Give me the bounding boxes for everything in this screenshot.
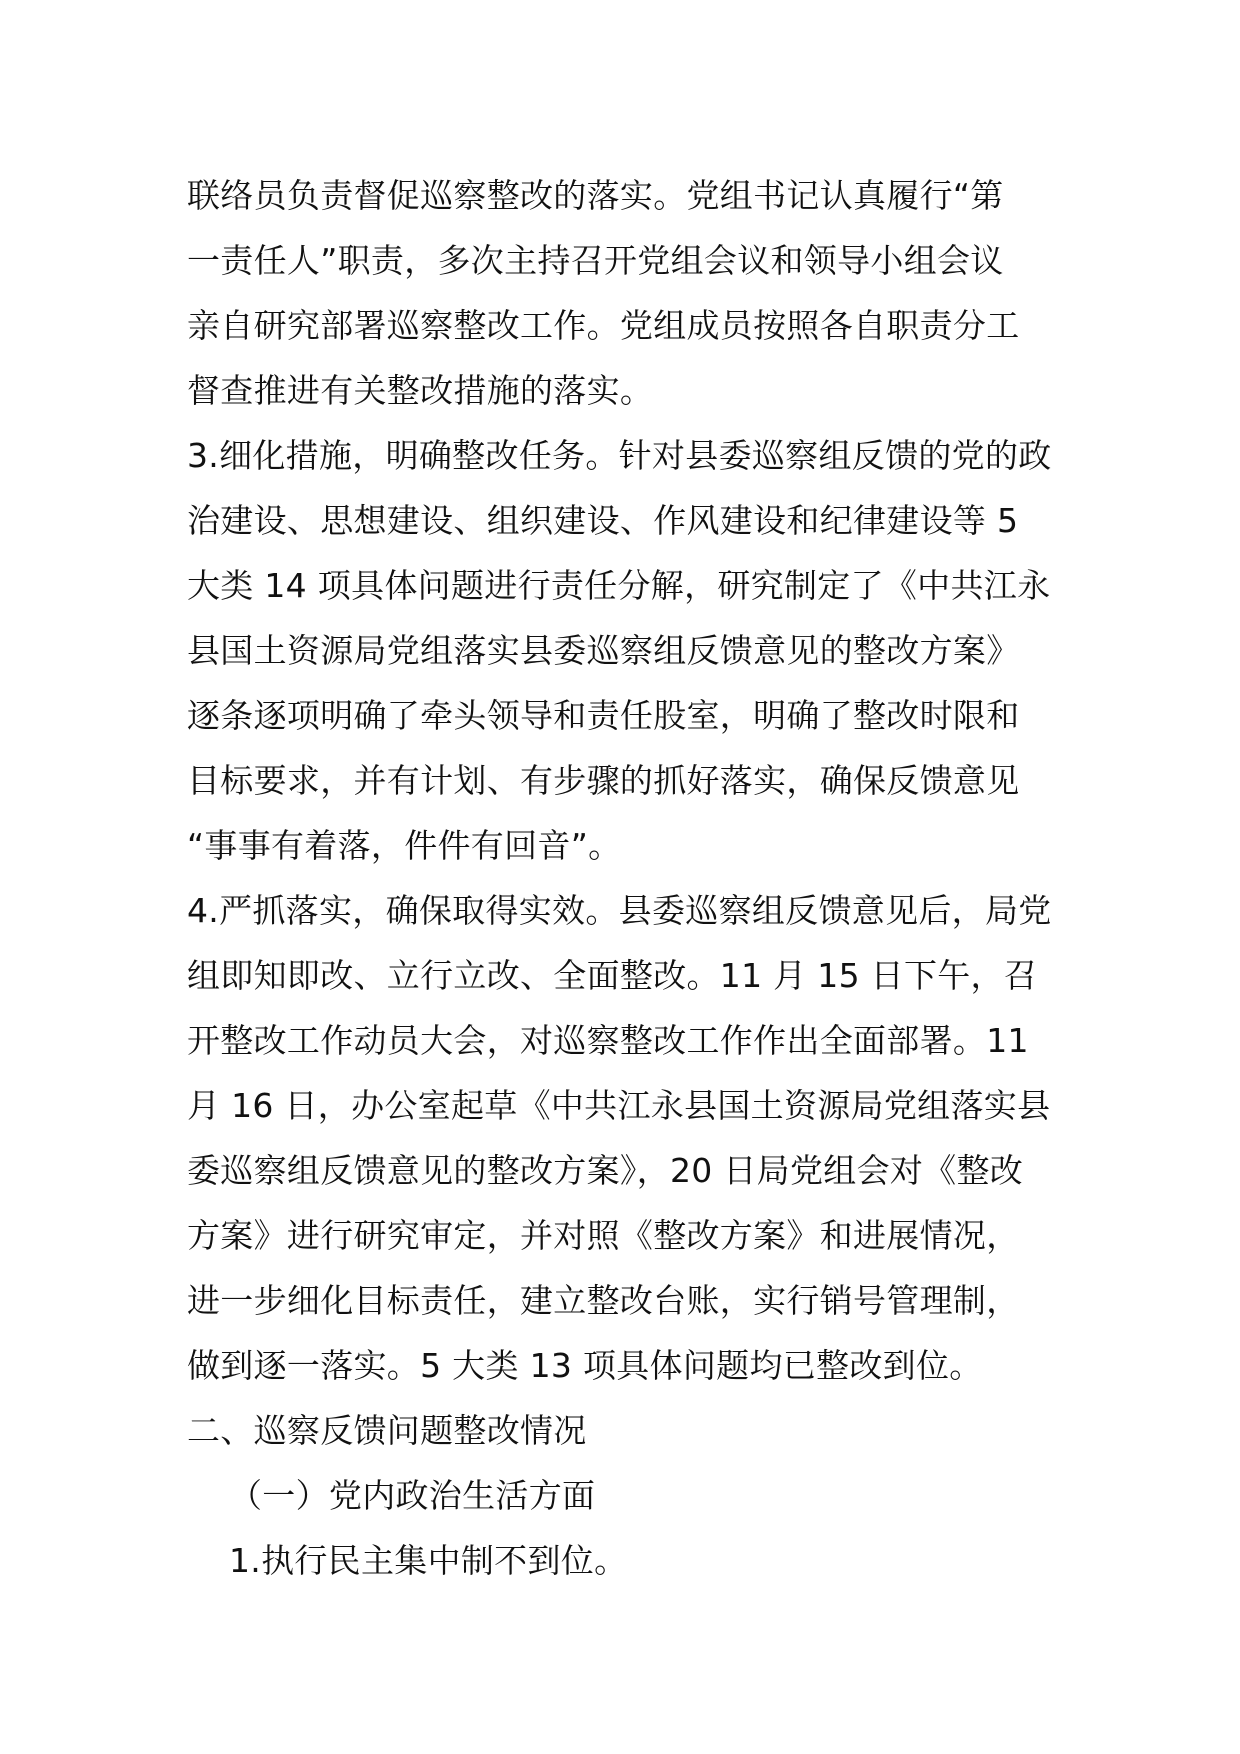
- paragraph-line-10: 目标要求，并有计划、有步骤的抓好落实，确保反馈意见: [187, 761, 1020, 800]
- paragraph-line-14: 开整改工作动员大会，对巡察整改工作作出全面部署。11: [187, 1021, 1029, 1060]
- paragraph-line-16: 委巡察组反馈意见的整改方案》，20 日局党组会对《整改: [187, 1151, 1024, 1190]
- paragraph-line-1: 联络员负责督促巡察整改的落实。党组书记认真履行“第: [187, 176, 1004, 215]
- paragraph-line-3: 亲自研究部署巡察整改工作。党组成员按照各自职责分工: [187, 306, 1020, 345]
- item-heading: 1.执行民主集中制不到位。: [229, 1541, 628, 1580]
- paragraph-line-18: 进一步细化目标责任，建立整改台账，实行销号管理制，: [187, 1281, 1020, 1320]
- paragraph-line-9: 逐条逐项明确了牵头领导和责任股室，明确了整改时限和: [187, 696, 1020, 735]
- subsection-heading: （一）党内政治生活方面: [229, 1476, 596, 1515]
- paragraph-line-7: 大类 14 项具体问题进行责任分解，研究制定了《中共江永: [187, 566, 1051, 605]
- paragraph-line-15: 月 16 日，办公室起草《中共江永县国土资源局党组落实县: [187, 1086, 1051, 1125]
- paragraph-line-13: 组即知即改、立行立改、全面整改。11 月 15 日下午，召: [187, 956, 1038, 995]
- section-heading: 二、巡察反馈问题整改情况: [187, 1411, 587, 1450]
- paragraph-line-12: 4.严抓落实，确保取得实效。县委巡察组反馈意见后，局党: [187, 891, 1052, 930]
- paragraph-line-17: 方案》进行研究审定，并对照《整改方案》和进展情况，: [187, 1216, 1020, 1255]
- paragraph-line-5: 3.细化措施，明确整改任务。针对县委巡察组反馈的党的政: [187, 436, 1052, 475]
- paragraph-line-8: 县国土资源局党组落实县委巡察组反馈意见的整改方案》: [187, 631, 1020, 670]
- paragraph-line-4: 督查推进有关整改措施的落实。: [187, 371, 654, 410]
- paragraph-line-19: 做到逐一落实。5 大类 13 项具体问题均已整改到位。: [187, 1346, 983, 1385]
- paragraph-line-2: 一责任人”职责，多次主持召开党组会议和领导小组会议: [187, 241, 1004, 280]
- paragraph-line-6: 治建设、思想建设、组织建设、作风建设和纪律建设等 5: [187, 501, 1019, 540]
- paragraph-line-11: “事事有着落，件件有回音”。: [187, 826, 622, 865]
